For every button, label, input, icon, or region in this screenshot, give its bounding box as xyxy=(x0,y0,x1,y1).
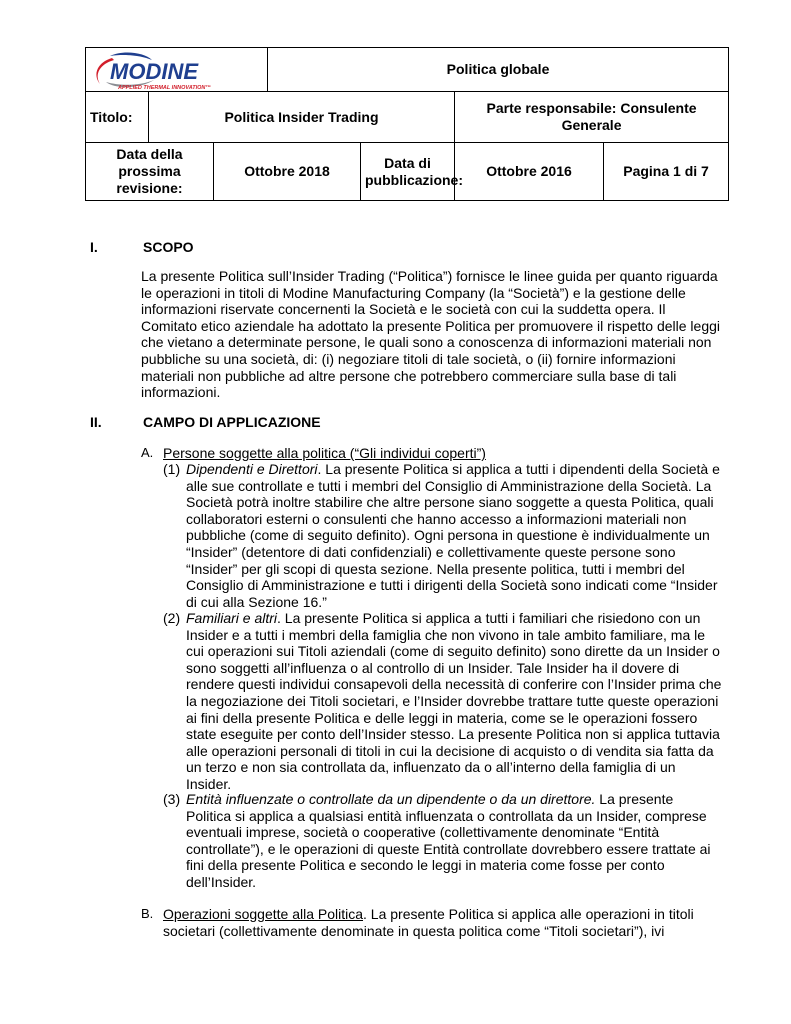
section-1-title: SCOPO xyxy=(143,239,194,255)
responsible-party: Parte responsabile: Consulente Generale xyxy=(455,92,729,143)
list-item-number: (1) xyxy=(163,461,181,477)
title-value: Politica Insider Trading xyxy=(149,92,455,143)
logo-tagline: APPLIED THERMAL INNOVATION™ xyxy=(118,85,211,90)
subsection-b-heading: Operazioni soggette alla Politica xyxy=(163,906,364,922)
modine-logo xyxy=(92,50,242,90)
publication-label: Data di pubblicazione: xyxy=(361,143,455,201)
publication-value: Ottobre 2016 xyxy=(455,143,604,201)
subsection-a-heading: Persone soggette alla politica (“Gli individui coperti”) xyxy=(163,445,486,461)
policy-type-cell: Politica globale xyxy=(268,48,729,92)
next-review-value: Ottobre 2018 xyxy=(214,143,361,201)
title-label: Titolo: xyxy=(86,92,149,143)
list-item-number: (2) xyxy=(163,610,181,626)
list-item-lead: Dipendenti e Direttori xyxy=(186,461,318,477)
policy-header-table xyxy=(85,47,729,201)
page-info: Pagina 1 di 7 xyxy=(604,143,729,201)
section-2-number: II. xyxy=(90,414,102,430)
list-item-lead: Familiari e altri xyxy=(186,610,278,626)
next-review-label: Data della prossima revisione: xyxy=(86,143,214,201)
list-item-text: . La presente Politica si applica a tutti i familiari che risiedono con un Insider e a tutti i membri della famiglia che non vivono in tale ambito familiare, ma le cui operazioni sui Titoli aziendali (come di seguito definito) sono dirette da un Insider o sono soggetti all’influenza o al controllo di un Insider. Tale Insider ha il dovere di rendere questi individui consapevoli della necessità di conferire con l’Insider prima che la negoziazione dei Titoli societari, e l’Insider dovrebbe trattare tutte queste operazioni ai fini della presente Politica e delle leggi in materia, come se le operazioni fossero state eseguite per conto dell’Insider stesso. La presente Politica non si applica tuttavia alle operazioni personali di titoli in cui la decisione di acquisto o di vendita sia fatta da un terzo e non sia controllata da, influenzato da o all’interno della famiglia di un Insider. xyxy=(186,610,722,792)
list-item-number: (3) xyxy=(163,791,181,807)
list-item-text: . La presente Politica si applica a tutti i dipendenti della Società e alle sue controllate e tutti i membri del Consiglio di Amministrazione della Società. La Società potrà inoltre stabilire che altre persone siano soggette a questa Politica, quali collaboratori esterni o consulenti che hanno accesso a informazioni materiali non pubbliche (come di seguito definito). Ogni persona in questione è individualmente un “Insider” (detentore di dati confidenziali) e collettivamente queste persone sono “Insider” per gli scopi di questa sezione. Nella presente politica, tutti i membri del Consiglio di Amministrazione e tutti i dirigenti della Società sono indicati come “Insider di cui alla Sezione 16.” xyxy=(186,461,720,610)
section-2-title: CAMPO DI APPLICAZIONE xyxy=(143,414,321,430)
subsection-b-text: . La presente Politica si applica alle operazioni in titoli societari (collettivamente denominate in questa politica come “Titoli societari”), ivi xyxy=(163,906,694,939)
subsection-a-letter: A. xyxy=(141,445,154,460)
section-1-text: La presente Politica sull’Insider Trading (“Politica”) fornisce le linee guida per quanto riguarda le operazioni in titoli di Modine Manufacturing Company (la “Società”) e la gestione delle informazioni riservate concernenti la Società e le società con cui la suddetta opera. Il Comitato etico aziendale ha adottato la presente Politica per promuovere il rispetto delle leggi che vietano a determinate persone, le quali sono a conoscenza di informazioni materiali non pubbliche su una società, di: (i) negoziare titoli di tale società, o (ii) fornire informazioni materiali non pubbliche ad altre persone che potrebbero commerciare sulla base di tali informazioni. xyxy=(141,268,721,401)
list-item-lead: Entità influenzate o controllate da un dipendente o da un direttore. xyxy=(186,791,596,807)
section-1-number: I. xyxy=(90,239,98,255)
logo-brand: MODINE xyxy=(110,59,198,84)
subsection-b-letter: B. xyxy=(141,906,154,921)
list-item-text: La presente Politica si applica a qualsiasi entità influenzata o controllata da un Insider, comprese eventuali imprese, società o cooperative (collettivamente denominate “Entità controllate”), e le operazioni di queste Entità controllate dovrebbero essere trattate ai fini della presente Politica e secondo le leggi in materia come fosse per conto dell’Insider. xyxy=(186,791,711,890)
logo-cell xyxy=(86,48,268,92)
